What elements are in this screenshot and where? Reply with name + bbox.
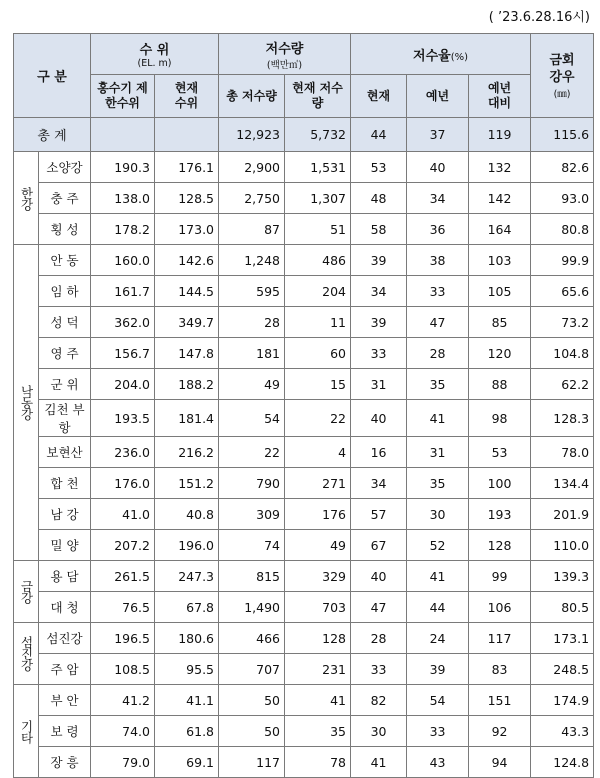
- cell-current-storage: 329: [285, 561, 351, 592]
- table-row: [14, 245, 594, 276]
- cell-total-storage: 815: [219, 561, 285, 592]
- cell-vs-normal: 164: [469, 214, 531, 245]
- cell-normal-rate: 41: [407, 400, 469, 437]
- cell-normal-rate: 39: [407, 654, 469, 685]
- region-label: 낙동강: [14, 245, 39, 561]
- cell-rainfall: 93.0: [531, 183, 594, 214]
- dam-status-table: [13, 33, 594, 778]
- dam-name: 보 령: [39, 716, 91, 747]
- cell-current-storage: 128: [285, 623, 351, 654]
- cell-flood-limit: 41.0: [91, 499, 155, 530]
- cell-vs-normal: 106: [469, 592, 531, 623]
- cell-current-level: 69.1: [155, 747, 219, 778]
- cell-vs-normal: 142: [469, 183, 531, 214]
- header-flood-limit: 홍수기 제한수위: [91, 75, 155, 118]
- cell-vs-normal: 94: [469, 747, 531, 778]
- cell-vs-normal: 103: [469, 245, 531, 276]
- cell-total-storage: 181: [219, 338, 285, 369]
- header-vs-normal: 예년 대비: [469, 75, 531, 118]
- cell-rainfall: 124.8: [531, 747, 594, 778]
- cell-flood-limit: 207.2: [91, 530, 155, 561]
- table-row: [14, 468, 594, 499]
- cell-current-rate: 67: [351, 530, 407, 561]
- cell-current-storage: 60: [285, 338, 351, 369]
- cell-current-rate: 39: [351, 307, 407, 338]
- cell-total-storage: 28: [219, 307, 285, 338]
- cell-normal-rate: 30: [407, 499, 469, 530]
- cell-total-storage: 1,490: [219, 592, 285, 623]
- cell-rainfall: 99.9: [531, 245, 594, 276]
- cell-current-storage: 204: [285, 276, 351, 307]
- table-row: [14, 716, 594, 747]
- cell-normal-rate: 35: [407, 369, 469, 400]
- header-water-level-unit: (EL. m): [137, 58, 172, 69]
- cell-rainfall: 174.9: [531, 685, 594, 716]
- cell-total-storage: 309: [219, 499, 285, 530]
- cell-flood-limit: 261.5: [91, 561, 155, 592]
- cell-flood-limit: 79.0: [91, 747, 155, 778]
- table-row: [14, 592, 594, 623]
- header-storage-label: 저수량: [265, 41, 304, 57]
- total-normal-rate: 37: [407, 118, 469, 152]
- dam-name: 장 흥: [39, 747, 91, 778]
- total-vs-normal: 119: [469, 118, 531, 152]
- cell-rainfall: 104.8: [531, 338, 594, 369]
- header-current-level: 현재 수위: [155, 75, 219, 118]
- cell-total-storage: 50: [219, 685, 285, 716]
- cell-normal-rate: 35: [407, 468, 469, 499]
- cell-current-rate: 34: [351, 468, 407, 499]
- dam-name: 소양강: [39, 152, 91, 183]
- cell-flood-limit: 161.7: [91, 276, 155, 307]
- cell-current-level: 247.3: [155, 561, 219, 592]
- region-label: 기타: [14, 685, 39, 778]
- cell-current-level: 142.6: [155, 245, 219, 276]
- cell-current-level: 188.2: [155, 369, 219, 400]
- dam-name: 남 강: [39, 499, 91, 530]
- cell-current-rate: 40: [351, 561, 407, 592]
- cell-flood-limit: 108.5: [91, 654, 155, 685]
- cell-current-storage: 51: [285, 214, 351, 245]
- cell-flood-limit: 362.0: [91, 307, 155, 338]
- cell-current-level: 180.6: [155, 623, 219, 654]
- dam-name: 주 암: [39, 654, 91, 685]
- cell-vs-normal: 193: [469, 499, 531, 530]
- cell-normal-rate: 34: [407, 183, 469, 214]
- cell-flood-limit: 41.2: [91, 685, 155, 716]
- table-row: [14, 623, 594, 654]
- cell-rainfall: 80.5: [531, 592, 594, 623]
- table-row: [14, 400, 594, 437]
- header-normal-rate: 예년: [407, 75, 469, 118]
- cell-total-storage: 790: [219, 468, 285, 499]
- cell-vs-normal: 128: [469, 530, 531, 561]
- cell-normal-rate: 33: [407, 716, 469, 747]
- cell-current-rate: 40: [351, 400, 407, 437]
- cell-rainfall: 248.5: [531, 654, 594, 685]
- cell-current-storage: 231: [285, 654, 351, 685]
- cell-flood-limit: 76.5: [91, 592, 155, 623]
- cell-current-storage: 176: [285, 499, 351, 530]
- date-note: ( ’23.6.28.16시): [488, 10, 590, 25]
- cell-current-rate: 57: [351, 499, 407, 530]
- cell-rainfall: 78.0: [531, 437, 594, 468]
- cell-rainfall: 110.0: [531, 530, 594, 561]
- cell-total-storage: 50: [219, 716, 285, 747]
- cell-flood-limit: 196.5: [91, 623, 155, 654]
- cell-current-level: 61.8: [155, 716, 219, 747]
- dam-name: 부 안: [39, 685, 91, 716]
- cell-current-rate: 16: [351, 437, 407, 468]
- cell-current-storage: 1,307: [285, 183, 351, 214]
- table-row: [14, 499, 594, 530]
- cell-vs-normal: 83: [469, 654, 531, 685]
- dam-name: 김천 부항: [39, 400, 91, 437]
- cell-current-level: 95.5: [155, 654, 219, 685]
- cell-current-rate: 48: [351, 183, 407, 214]
- cell-rainfall: 62.2: [531, 369, 594, 400]
- cell-rainfall: 65.6: [531, 276, 594, 307]
- cell-current-level: 176.1: [155, 152, 219, 183]
- cell-total-storage: 117: [219, 747, 285, 778]
- table-row: [14, 530, 594, 561]
- cell-current-level: 128.5: [155, 183, 219, 214]
- cell-normal-rate: 28: [407, 338, 469, 369]
- cell-vs-normal: 120: [469, 338, 531, 369]
- cell-current-rate: 31: [351, 369, 407, 400]
- cell-total-storage: 466: [219, 623, 285, 654]
- table-row: [14, 307, 594, 338]
- cell-current-rate: 53: [351, 152, 407, 183]
- cell-current-level: 349.7: [155, 307, 219, 338]
- header-storage-rate-unit: (%): [450, 51, 469, 63]
- cell-current-storage: 4: [285, 437, 351, 468]
- dam-name: 안 동: [39, 245, 91, 276]
- header-storage-unit: (백만㎥): [266, 59, 303, 71]
- region-label: 한강: [14, 152, 39, 245]
- cell-current-rate: 30: [351, 716, 407, 747]
- cell-current-storage: 486: [285, 245, 351, 276]
- dam-name: 영 주: [39, 338, 91, 369]
- table-row: [14, 685, 594, 716]
- cell-normal-rate: 52: [407, 530, 469, 561]
- table-row: [14, 654, 594, 685]
- cell-current-rate: 39: [351, 245, 407, 276]
- cell-rainfall: 82.6: [531, 152, 594, 183]
- cell-current-rate: 33: [351, 654, 407, 685]
- cell-current-storage: 1,531: [285, 152, 351, 183]
- cell-total-storage: 54: [219, 400, 285, 437]
- dam-name: 용 담: [39, 561, 91, 592]
- cell-current-level: 147.8: [155, 338, 219, 369]
- header-current-storage: 현재 저수량: [285, 75, 351, 118]
- total-row: [14, 118, 594, 152]
- dam-name: 밀 양: [39, 530, 91, 561]
- cell-normal-rate: 33: [407, 276, 469, 307]
- cell-total-storage: 87: [219, 214, 285, 245]
- cell-current-storage: 22: [285, 400, 351, 437]
- cell-total-storage: 595: [219, 276, 285, 307]
- dam-name: 합 천: [39, 468, 91, 499]
- table-row: [14, 561, 594, 592]
- cell-current-storage: 35: [285, 716, 351, 747]
- cell-vs-normal: 98: [469, 400, 531, 437]
- cell-current-storage: 49: [285, 530, 351, 561]
- cell-current-level: 173.0: [155, 214, 219, 245]
- cell-flood-limit: 178.2: [91, 214, 155, 245]
- cell-current-level: 151.2: [155, 468, 219, 499]
- region-label: 섬진강: [14, 623, 39, 685]
- cell-vs-normal: 99: [469, 561, 531, 592]
- table-row: [14, 214, 594, 245]
- cell-normal-rate: 38: [407, 245, 469, 276]
- cell-flood-limit: 160.0: [91, 245, 155, 276]
- header-water-level-label: 수 위: [139, 43, 170, 58]
- dam-name: 섬진강: [39, 623, 91, 654]
- dam-name: 충 주: [39, 183, 91, 214]
- total-current-rate: 44: [351, 118, 407, 152]
- table-row: [14, 437, 594, 468]
- cell-current-level: 196.0: [155, 530, 219, 561]
- cell-flood-limit: 74.0: [91, 716, 155, 747]
- header-storage-rate-label: 저수율: [413, 48, 451, 64]
- cell-current-level: 41.1: [155, 685, 219, 716]
- cell-normal-rate: 41: [407, 561, 469, 592]
- cell-total-storage: 2,750: [219, 183, 285, 214]
- table-row: [14, 276, 594, 307]
- cell-total-storage: 1,248: [219, 245, 285, 276]
- cell-flood-limit: 204.0: [91, 369, 155, 400]
- cell-flood-limit: 193.5: [91, 400, 155, 437]
- region-label: 금강: [14, 561, 39, 623]
- table-body: [14, 118, 594, 778]
- cell-vs-normal: 88: [469, 369, 531, 400]
- cell-rainfall: 173.1: [531, 623, 594, 654]
- cell-current-storage: 271: [285, 468, 351, 499]
- cell-current-storage: 15: [285, 369, 351, 400]
- header-current-rate: 현재: [351, 75, 407, 118]
- cell-total-storage: 74: [219, 530, 285, 561]
- total-rainfall: 115.6: [531, 118, 594, 152]
- header-storage: [219, 34, 351, 75]
- cell-normal-rate: 54: [407, 685, 469, 716]
- dam-name: 횡 성: [39, 214, 91, 245]
- cell-current-storage: 703: [285, 592, 351, 623]
- cell-vs-normal: 132: [469, 152, 531, 183]
- cell-rainfall: 80.8: [531, 214, 594, 245]
- cell-total-storage: 2,900: [219, 152, 285, 183]
- cell-current-level: 40.8: [155, 499, 219, 530]
- header-category: 구 분: [14, 34, 91, 118]
- total-total-storage: 12,923: [219, 118, 285, 152]
- table-row: [14, 183, 594, 214]
- dam-name: 보현산: [39, 437, 91, 468]
- header-rainfall-unit: (㎜): [553, 88, 571, 100]
- cell-normal-rate: 44: [407, 592, 469, 623]
- cell-vs-normal: 53: [469, 437, 531, 468]
- cell-total-storage: 22: [219, 437, 285, 468]
- cell-flood-limit: 138.0: [91, 183, 155, 214]
- cell-current-level: 181.4: [155, 400, 219, 437]
- total-current-storage: 5,732: [285, 118, 351, 152]
- cell-rainfall: 128.3: [531, 400, 594, 437]
- cell-vs-normal: 117: [469, 623, 531, 654]
- cell-normal-rate: 43: [407, 747, 469, 778]
- cell-current-rate: 58: [351, 214, 407, 245]
- cell-normal-rate: 47: [407, 307, 469, 338]
- cell-rainfall: 201.9: [531, 499, 594, 530]
- total-current-level: [155, 118, 219, 152]
- cell-flood-limit: 156.7: [91, 338, 155, 369]
- total-flood-limit: [91, 118, 155, 152]
- cell-normal-rate: 36: [407, 214, 469, 245]
- cell-current-level: 144.5: [155, 276, 219, 307]
- cell-flood-limit: 236.0: [91, 437, 155, 468]
- cell-current-rate: 33: [351, 338, 407, 369]
- cell-rainfall: 73.2: [531, 307, 594, 338]
- cell-normal-rate: 31: [407, 437, 469, 468]
- total-label: 총 계: [14, 118, 91, 152]
- dam-name: 군 위: [39, 369, 91, 400]
- cell-vs-normal: 92: [469, 716, 531, 747]
- cell-rainfall: 43.3: [531, 716, 594, 747]
- table-row: [14, 747, 594, 778]
- cell-current-storage: 11: [285, 307, 351, 338]
- cell-flood-limit: 176.0: [91, 468, 155, 499]
- cell-current-level: 67.8: [155, 592, 219, 623]
- cell-current-rate: 41: [351, 747, 407, 778]
- header-rainfall-label: 금회 강우: [549, 52, 575, 85]
- cell-rainfall: 139.3: [531, 561, 594, 592]
- cell-total-storage: 49: [219, 369, 285, 400]
- cell-total-storage: 707: [219, 654, 285, 685]
- dam-name: 성 덕: [39, 307, 91, 338]
- header-total-storage: 총 저수량: [219, 75, 285, 118]
- cell-current-storage: 78: [285, 747, 351, 778]
- header-storage-rate: [351, 34, 531, 75]
- cell-current-rate: 82: [351, 685, 407, 716]
- cell-vs-normal: 105: [469, 276, 531, 307]
- cell-rainfall: 134.4: [531, 468, 594, 499]
- header-water-level: [91, 34, 219, 75]
- table-row: [14, 338, 594, 369]
- cell-vs-normal: 100: [469, 468, 531, 499]
- cell-current-level: 216.2: [155, 437, 219, 468]
- cell-current-rate: 28: [351, 623, 407, 654]
- header-rainfall: [531, 34, 594, 118]
- cell-current-rate: 47: [351, 592, 407, 623]
- cell-current-storage: 41: [285, 685, 351, 716]
- cell-flood-limit: 190.3: [91, 152, 155, 183]
- dam-name: 임 하: [39, 276, 91, 307]
- cell-vs-normal: 85: [469, 307, 531, 338]
- cell-vs-normal: 151: [469, 685, 531, 716]
- dam-name: 대 청: [39, 592, 91, 623]
- cell-normal-rate: 24: [407, 623, 469, 654]
- cell-current-rate: 34: [351, 276, 407, 307]
- cell-normal-rate: 40: [407, 152, 469, 183]
- table-row: [14, 152, 594, 183]
- table-row: [14, 369, 594, 400]
